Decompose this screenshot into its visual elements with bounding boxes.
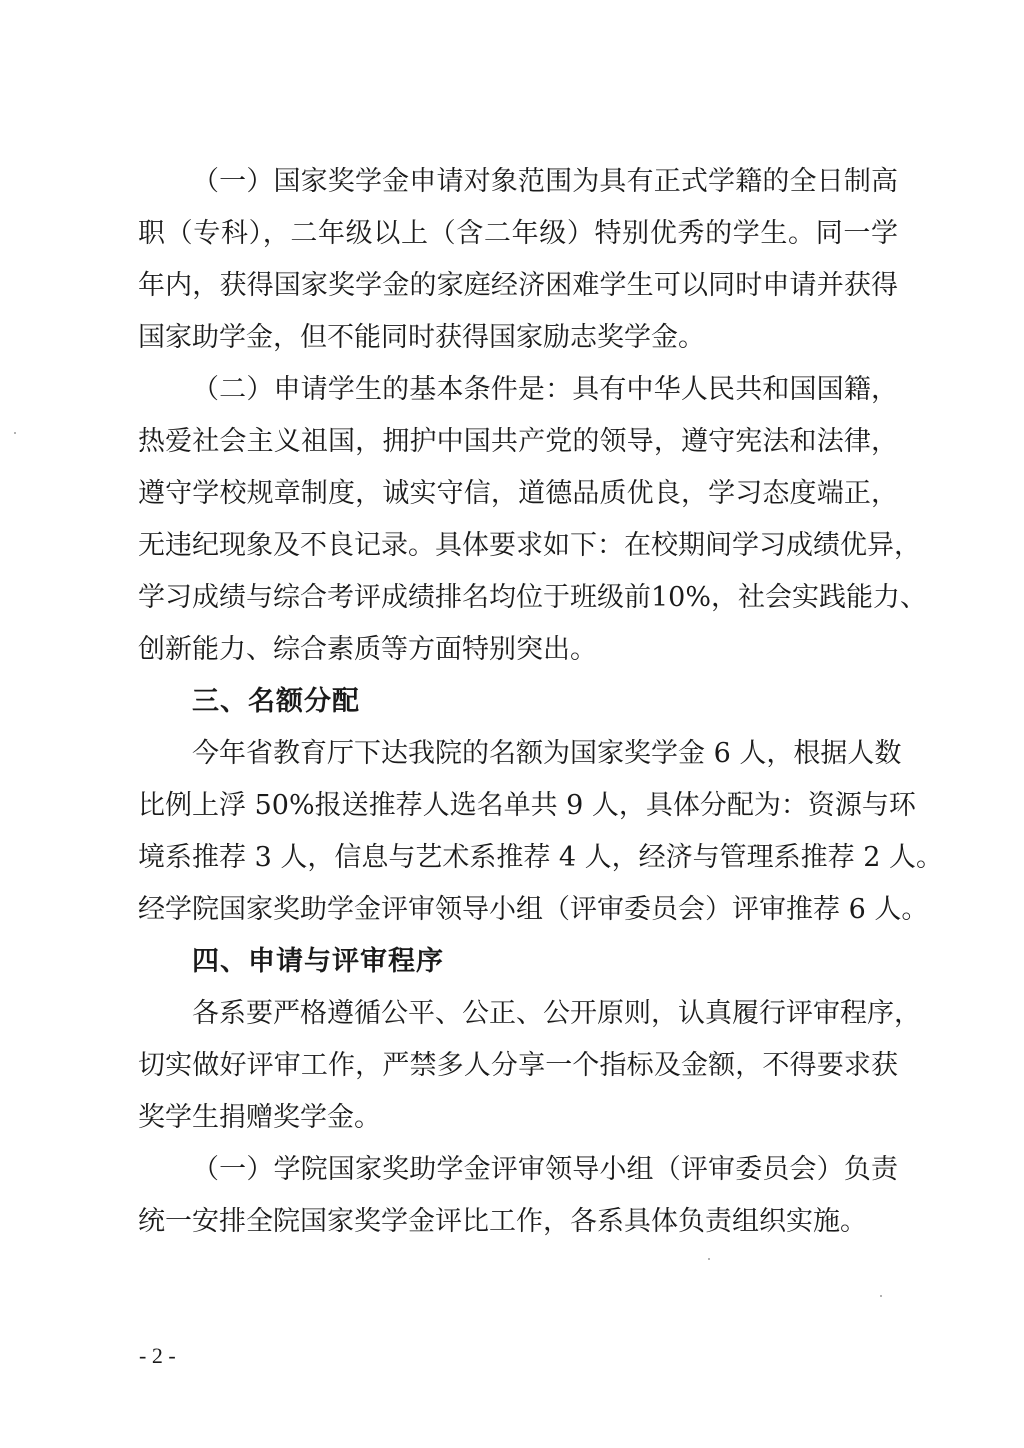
paragraph-line: （一）学院国家奖助学金评审领导小组（评审委员会）负责 [192,1154,898,1185]
paragraph-line: 奖学生捐赠奖学金。 [138,1102,381,1133]
paragraph-line: （一）国家奖学金申请对象范围为具有正式学籍的全日制高 [192,166,898,197]
paragraph-line: 无违纪现象及不良记录。具体要求如下：在校期间学习成绩优异， [138,530,921,561]
paragraph-line: 今年省教育厅下达我院的名额为国家奖学金 6 人，根据人数 [192,738,902,769]
paragraph-line: 切实做好评审工作，严禁多人分享一个指标及金额，不得要求获 [138,1050,898,1081]
paragraph-line: （二）申请学生的基本条件是：具有中华人民共和国国籍， [192,374,898,405]
paragraph-line: 各系要严格遵循公平、公正、公开原则，认真履行评审程序， [192,998,921,1029]
paragraph-line: 创新能力、综合素质等方面特别突出。 [138,634,597,665]
paragraph-line: 国家助学金，但不能同时获得国家励志奖学金。 [138,322,705,353]
paragraph-line: 遵守学校规章制度，诚实守信，道德品质优良，学习态度端正， [138,478,898,509]
paragraph-line: 年内，获得国家奖学金的家庭经济困难学生可以同时申请并获得 [138,270,898,301]
section-heading: 四、申请与评审程序 [192,946,444,977]
paragraph-line: 学习成绩与综合考评成绩排名均位于班级前10%，社会实践能力、 [138,582,928,613]
paragraph-line: 职（专科），二年级以上（含二年级）特别优秀的学生。同一学 [138,218,898,249]
paragraph-line: 统一安排全院国家奖学金评比工作，各系具体负责组织实施。 [138,1206,867,1237]
scan-speck [708,1258,710,1260]
paragraph-line: 比例上浮 50%报送推荐人选名单共 9 人，具体分配为：资源与环 [138,790,916,821]
scan-speck [880,1295,882,1297]
paragraph-line: 经学院国家奖助学金评审领导小组（评审委员会）评审推荐 6 人。 [138,894,929,925]
paragraph-line: 境系推荐 3 人，信息与艺术系推荐 4 人，经济与管理系推荐 2 人。 [138,842,944,873]
section-heading: 三、名额分配 [192,686,360,717]
scan-speck [14,432,16,434]
page-number: - 2 - [139,1343,176,1368]
paragraph-line: 热爱社会主义祖国，拥护中国共产党的领导，遵守宪法和法律， [138,426,898,457]
